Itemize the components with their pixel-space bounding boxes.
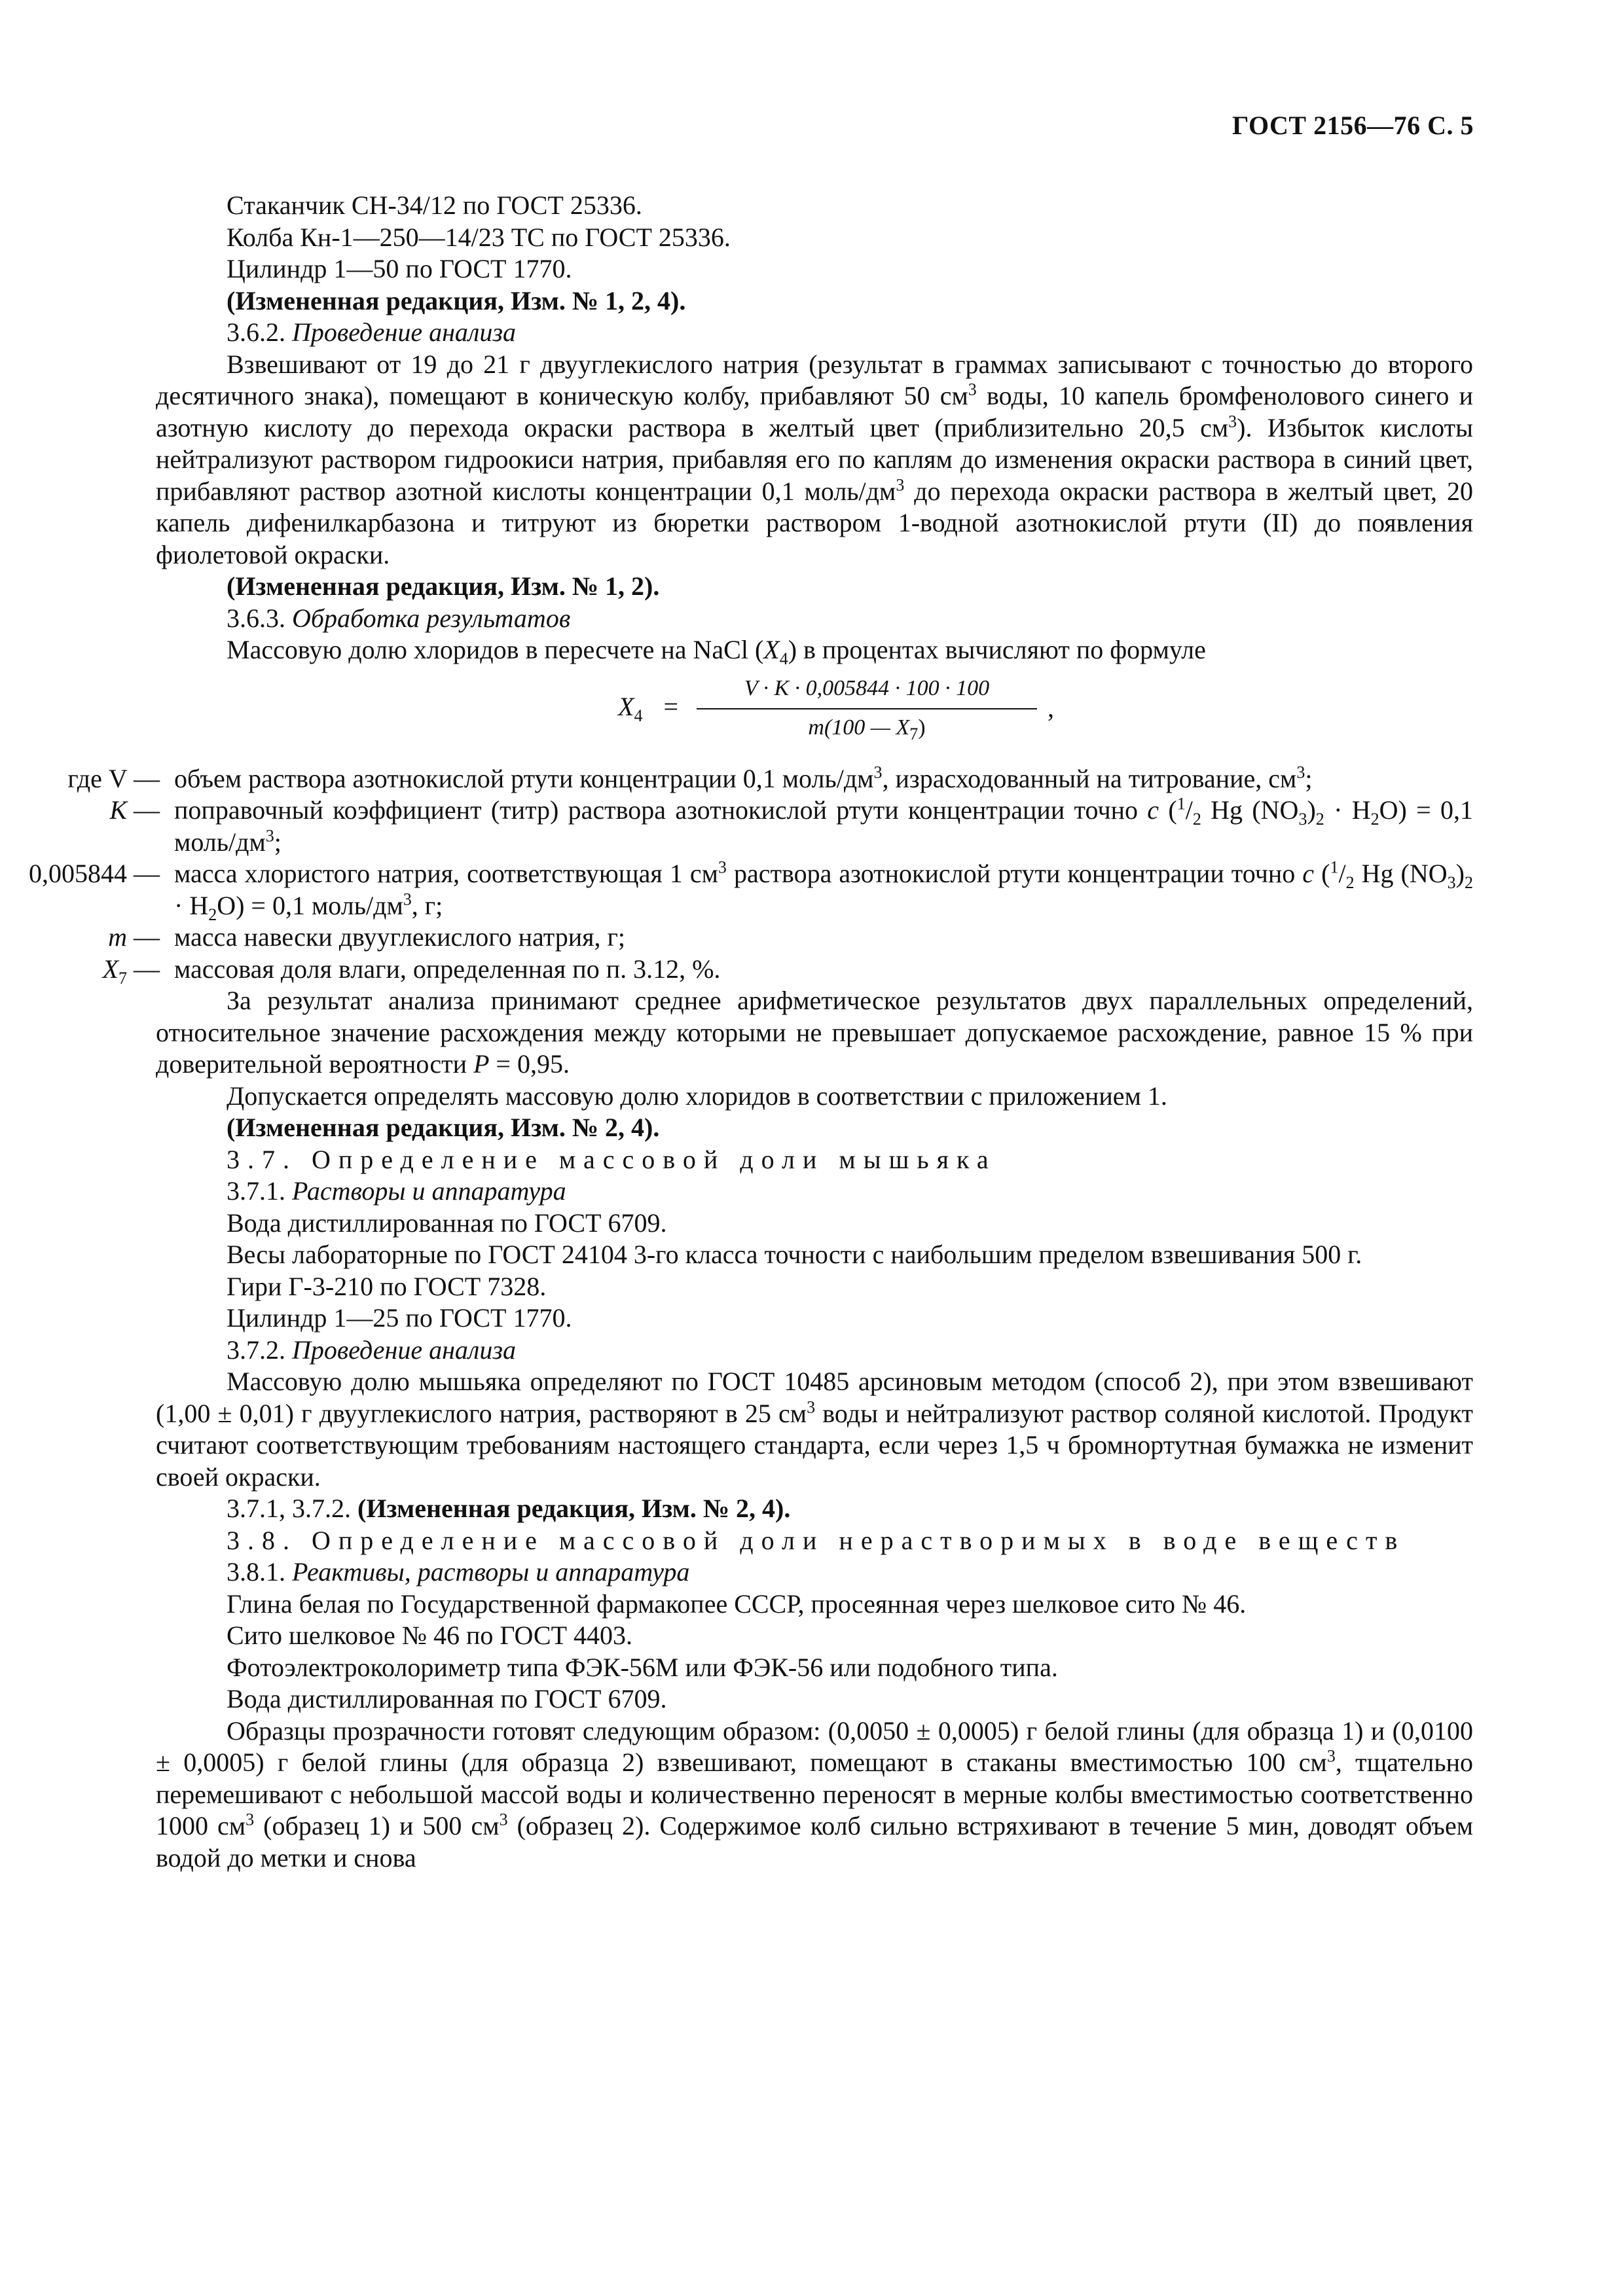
equals-sign: = [663, 691, 678, 721]
section-number: 3.7.1. [227, 1176, 285, 1206]
text-line: Вода дистиллированная по ГОСТ 6709. [227, 1208, 667, 1238]
definition-text: масса навески двууглекислого натрия, г; [174, 922, 626, 952]
text-line: Стаканчик СН-34/12 по ГОСТ 25336. [227, 190, 642, 220]
section-heading [156, 1556, 1473, 1588]
section-heading-spaced: 3.8. Определение массовой доли нерастворимых в воде веществ [227, 1525, 1406, 1555]
variable: P [473, 1049, 490, 1079]
definition-row [0, 922, 1473, 954]
text-run: Взвешивают от 19 до 21 г двууглекислого натрия (результат в граммах записывают с точностью до второго десятичного знака), помещают в коническую колбу, прибавляют 50 см [156, 349, 1473, 410]
formula-lhs [618, 691, 678, 723]
symbol-text: X [102, 954, 119, 984]
variable: X [763, 635, 780, 664]
text-run: , г; [411, 890, 443, 920]
page-header: ГОСТ 2156—76 С. 5 [1231, 111, 1474, 140]
symbol-text: K [109, 795, 127, 825]
superscript: 3 [873, 762, 883, 782]
dash: — [127, 795, 166, 825]
amendment-note: (Измененная редакция, Изм. № 2, 4). [227, 1113, 660, 1142]
section-number: 3.7.2. [227, 1335, 285, 1365]
superscript: 1 [1176, 794, 1186, 814]
text-run: до перехода окраски раствора в желтый цвет, 20 капель дифенилкарбазона и титруют из бюретки раствором 1-водной азотнокислой ртути (II) до появления фиолетовой окраски. [156, 476, 1474, 569]
text-line: Фотоэлектроколориметр типа ФЭК-56М или ФЭК-56 или подобного типа. [227, 1652, 1058, 1682]
subscript: 2 [1315, 810, 1324, 829]
formula-comma: , [1048, 692, 1054, 723]
subscript: 2 [1192, 810, 1201, 829]
text-run: · H [1324, 795, 1371, 825]
superscript: 3 [1228, 412, 1237, 431]
section-number: 3.6.2. [227, 317, 285, 347]
text-run: (Измененная редакция, Изм. № 2, 4). [357, 1494, 791, 1523]
text-line: Гири Г-3-210 по ГОСТ 7328. [227, 1271, 547, 1301]
text-line: Глина белая по Государственной фармакопее СССР, просеянная через шелковое сито № 46. [227, 1588, 1247, 1619]
text-run: Hg (NO [1354, 859, 1448, 888]
definition-text: поправочный коэффициент (титр) раствора азотнокислой ртути концентрации точно c ($^1/_2$ Hg $(NO_3)_2 \cdot H_2O) = 0,1$ моль/$дм^3$; [174, 794, 1473, 857]
text-line: Цилиндр 1—50 по ГОСТ 1770. [227, 254, 572, 283]
definition-row [0, 763, 1473, 795]
subscript: 3 [1447, 873, 1456, 892]
formula-numerator: V · K · 0,005844 · 100 · 100 [744, 675, 990, 700]
section-heading-spaced: 3.7. Определение массовой доли мышьяка [227, 1144, 996, 1174]
definition-symbol [0, 858, 166, 890]
text-run: = 0,95. [489, 1049, 570, 1079]
section-heading [156, 1335, 1473, 1367]
symbol-text: m [108, 922, 127, 952]
text-run: m(100 — X [808, 715, 910, 740]
paragraph-analysis [156, 349, 1473, 571]
formula-intro [156, 634, 1473, 666]
text-line: Сито шелковое № 46 по ГОСТ 4403. [227, 1621, 632, 1650]
text-run: ; [1305, 763, 1313, 793]
dash: — [127, 859, 166, 888]
definition-symbol [0, 922, 166, 954]
text-run: , тщательно перемешивают с небольшой массой воды и количественно переносят в мерные колбы вместимостью соответственно 1000 см [156, 1748, 1473, 1840]
definition-text [166, 763, 1473, 795]
subscript: 7 [909, 724, 919, 744]
superscript: 3 [246, 1810, 255, 1829]
text-run: ). Избыток кислоты нейтрализуют раствором гидроокиси натрия, прибавляя его по каплям до изменения окраски раствора в синий цвет, прибавляют раствор азотной кислоты концентрации 0,1 моль/дм [156, 412, 1473, 506]
subscript: 2 [1370, 810, 1379, 829]
subscript: 4 [634, 706, 643, 725]
section-title: Обработка результатов [292, 603, 571, 633]
text-run: Образцы прозрачности готовят следующим образом: (0,0050 ± 0,0005) г белой глины (для образца 1) и (0,0100 ± 0,0005) г белой глины (для образца 2) взвешивают, помещают в стаканы вместимостью 100 см [156, 1715, 1473, 1777]
paragraph-samples [156, 1715, 1473, 1874]
text-run: воды и нейтрализуют раствор соляной кислотой. Продукт считают соответствующим требованиям настоящего стандарта, если через 1,5 ч бромнортутная бумажка не изменит своей окраски. [156, 1398, 1473, 1492]
variable: c [1302, 859, 1315, 888]
superscript: 3 [265, 826, 274, 846]
text-run: Массовую долю хлоридов в пересчете на NaCl ( [227, 635, 764, 664]
section-heading [156, 1175, 1473, 1208]
definition-row [0, 954, 1473, 986]
subscript: 3 [1298, 810, 1307, 829]
amendment-note: (Измененная редакция, Изм. № 1, 2, 4). [227, 285, 686, 315]
text-run: 3.7.1, 3.7.2. [227, 1494, 357, 1523]
symbol-text: где V [67, 763, 127, 793]
section-title: Проведение анализа [292, 1335, 516, 1365]
text-line: Колба Кн-1—250—14/23 ТС по ГОСТ 25336. [227, 222, 731, 252]
formula-denominator [697, 709, 1037, 744]
definition-symbol [0, 795, 166, 827]
definition-row [0, 795, 1473, 858]
section-heading [156, 317, 1473, 349]
amendment-note: (Измененная редакция, Изм. № 1, 2). [227, 571, 660, 601]
superscript: 3 [718, 857, 727, 877]
superscript: 3 [499, 1810, 508, 1829]
formula-x4 [156, 669, 1473, 755]
text-run: объем раствора азотнокислой ртути концентрации 0,1 моль/дм [174, 763, 874, 793]
section-title: Реактивы, растворы и аппаратура [292, 1557, 690, 1587]
definition-symbol [0, 954, 166, 986]
subscript: 4 [779, 649, 788, 668]
text-line: Цилиндр 1—25 по ГОСТ 1770. [227, 1303, 572, 1333]
superscript: 3 [807, 1397, 816, 1417]
text-run: Массовую долю мышьяка определяют по ГОСТ 10485 арсиновым методом (способ 2), при этом взвешивают (1,00 ± 0,01) г двууглекислого натрия, растворяют в 25 см [156, 1367, 1473, 1428]
subscript: 2 [1345, 873, 1355, 892]
paragraph-arsenic [156, 1366, 1473, 1493]
text-run: масса хлористого натрия, соответствующая 1 см [174, 859, 718, 888]
text-run: раствора азотнокислой ртути концентрации точно [726, 859, 1303, 888]
superscript: 3 [968, 380, 977, 399]
text-run: , израсходованный на титрование, см [882, 763, 1297, 793]
definition-row [0, 858, 1473, 922]
superscript: 3 [403, 889, 412, 909]
superscript: 1 [1330, 857, 1339, 877]
definition-symbol [0, 763, 166, 795]
dash: — [127, 954, 166, 984]
text-run: O) = 0,1 моль/дм [217, 890, 403, 920]
text-run: ; [274, 827, 282, 857]
amendment-note [156, 1493, 1473, 1525]
text-run: За результат анализа принимают среднее арифметическое результатов двух параллельных определений, относительное значение расхождения между которыми не превышает допускаемое расхождение, равное 15 % при доверительной вероятности [156, 986, 1473, 1079]
text-run: воды, 10 капель бромфенолового синего и азотную кислоту до перехода окраски раствора в желтый цвет (приблизительно 20,5 см [156, 381, 1473, 442]
superscript: 3 [896, 475, 905, 495]
section-number: 3.6.3. [227, 603, 285, 633]
text-run: ) [918, 715, 926, 740]
variable: X [618, 691, 634, 721]
subscript: 2 [208, 905, 217, 924]
text-run: (образец 1) и 500 см [254, 1811, 500, 1840]
text-run: (образец 2). Содержимое колб сильно встряхивают в течение 5 мин, доводят объем водой до метки и снова [156, 1811, 1474, 1873]
dash: — [127, 922, 166, 952]
superscript: 3 [1296, 762, 1305, 782]
text-run: Hg (NO [1201, 795, 1299, 825]
dash: — [127, 763, 166, 793]
definition-text: масса хлористого натрия, соответствующая 1 $см^3$ раствора азотнокислой ртути концентрации точно c ($^1/_2$ Hg $(NO_3)_2 \cdot H_2O) = 0,1$ моль/$дм^3$, г; [174, 857, 1473, 924]
formula-fraction [697, 669, 1037, 744]
text-line: Весы лабораторные по ГОСТ 24104 3-го класса точности с наибольшим пределом взвешивания 500 г. [227, 1240, 1362, 1269]
variable: c [1147, 795, 1159, 825]
text-run: ) в процентах вычисляют по формуле [788, 635, 1206, 664]
document-body [29, 190, 1474, 1874]
text-line: Вода дистиллированная по ГОСТ 6709. [227, 1684, 667, 1713]
section-heading [156, 603, 1473, 635]
section-title: Растворы и аппаратура [292, 1176, 566, 1206]
subscript: 2 [1464, 873, 1473, 892]
text-run: O) = 0,1 моль/дм [174, 795, 1473, 857]
section-number: 3.8.1. [227, 1557, 285, 1587]
superscript: 3 [1326, 1746, 1336, 1766]
section-title: Проведение анализа [292, 317, 516, 347]
symbol-text: 0,005844 [29, 859, 127, 888]
text-run: поправочный коэффициент (титр) раствора азотнокислой ртути концентрации точно [174, 795, 1148, 825]
definition-text: массовая доля влаги, определенная по п. 3.12, %. [174, 954, 721, 984]
paragraph-result [156, 985, 1473, 1081]
text-line: Допускается определять массовую долю хлоридов в соответствии с приложением 1. [227, 1081, 1167, 1111]
text-run: · H [174, 890, 209, 920]
subscript: 7 [119, 968, 127, 988]
